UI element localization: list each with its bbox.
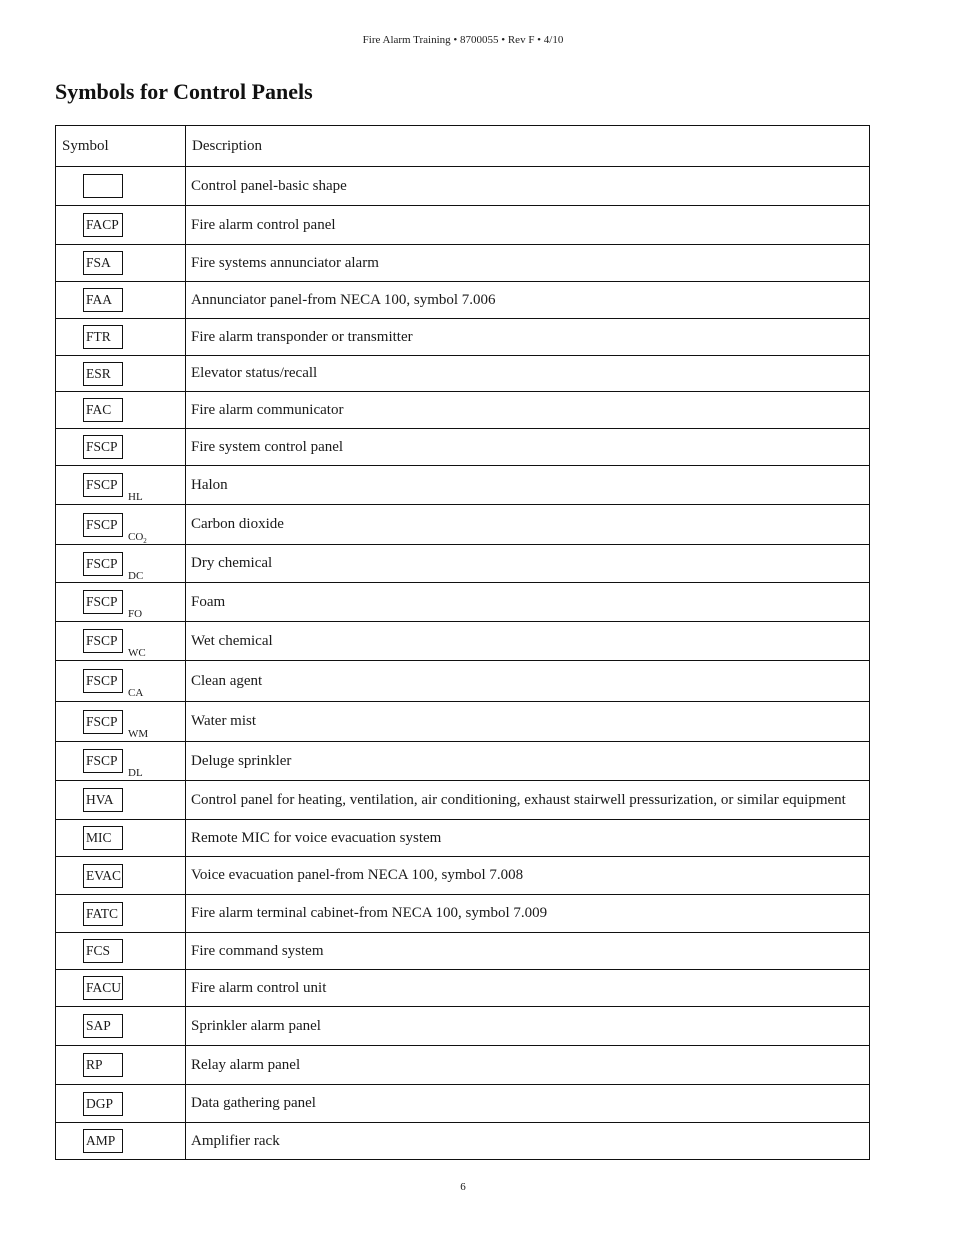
table-row	[56, 1007, 870, 1046]
symbol-code: FCS	[86, 943, 111, 958]
symbol-cell	[56, 1046, 186, 1085]
agent-subscript	[128, 647, 146, 659]
symbol-code: ESR	[86, 365, 111, 381]
panel-symbol-box	[83, 629, 123, 653]
table-row	[56, 742, 870, 781]
description-cell: Sprinkler alarm panel	[186, 1007, 870, 1046]
description-cell: Fire systems annunciator alarm	[186, 245, 870, 282]
symbol-code: DGP	[86, 1095, 114, 1111]
table-row	[56, 702, 870, 742]
agent-subscript-text: WC	[128, 647, 146, 659]
panel-symbol-box	[83, 435, 123, 459]
symbol-cell	[56, 702, 186, 742]
panel-symbol-box	[83, 325, 123, 349]
symbol-cell	[56, 466, 186, 505]
symbol-cell	[56, 622, 186, 661]
panel-symbol-box	[83, 939, 123, 963]
panel-symbol-box	[83, 398, 123, 422]
agent-subscript	[128, 608, 142, 620]
table-row	[56, 167, 870, 206]
symbol-code: FSA	[86, 255, 111, 270]
agent-subscript	[128, 767, 143, 779]
symbol-code: SAP	[86, 1018, 111, 1033]
description-cell: Relay alarm panel	[186, 1046, 870, 1085]
table-row	[56, 429, 870, 466]
panel-symbol-box	[83, 1092, 123, 1116]
symbols-table	[55, 125, 870, 1160]
agent-subscript	[128, 728, 148, 740]
description-cell: Voice evacuation panel-from NECA 100, symbol 7.008	[186, 857, 870, 895]
symbol-code: AMP	[86, 1133, 116, 1148]
description-cell: Amplifier rack	[186, 1123, 870, 1160]
table-row	[56, 282, 870, 319]
agent-subscript-index: 2	[143, 536, 147, 545]
table-row	[56, 545, 870, 583]
table-row	[56, 466, 870, 505]
panel-symbol-box	[83, 826, 123, 850]
table-row	[56, 933, 870, 970]
description-cell: Water mist	[186, 702, 870, 742]
description-cell: Fire command system	[186, 933, 870, 970]
symbol-cell	[56, 1123, 186, 1160]
table-row	[56, 319, 870, 356]
panel-symbol-box	[83, 902, 123, 926]
table-body	[56, 167, 870, 1160]
symbol-code: FSCP	[86, 439, 118, 454]
table-row	[56, 356, 870, 392]
symbol-code: FSCP	[86, 477, 118, 492]
symbol-code: FSCP	[86, 753, 118, 768]
symbol-cell	[56, 167, 186, 206]
description-column-header: Description	[186, 126, 870, 167]
description-cell: Annunciator panel-from NECA 100, symbol 7.006	[186, 282, 870, 319]
description-cell: Fire alarm terminal cabinet-from NECA 100, symbol 7.009	[186, 895, 870, 933]
table-row	[56, 661, 870, 702]
table-row	[56, 857, 870, 895]
symbol-cell	[56, 1085, 186, 1123]
panel-symbol-box	[83, 362, 123, 386]
table-row	[56, 245, 870, 282]
description-cell: Clean agent	[186, 661, 870, 702]
table-row	[56, 583, 870, 622]
panel-symbol-box	[83, 251, 123, 275]
symbol-cell	[56, 429, 186, 466]
agent-subscript-text: FO	[128, 608, 143, 620]
agent-subscript-text: DC	[128, 569, 144, 582]
table-row	[56, 1046, 870, 1085]
agent-subscript	[128, 531, 147, 545]
symbol-cell	[56, 1007, 186, 1046]
symbol-cell	[56, 245, 186, 282]
symbol-column-header: Symbol	[56, 126, 186, 167]
symbol-cell	[56, 742, 186, 781]
panel-symbol-box	[83, 669, 123, 693]
table-row	[56, 505, 870, 545]
table-row	[56, 820, 870, 857]
symbol-cell	[56, 319, 186, 356]
symbol-cell	[56, 781, 186, 820]
symbol-code: FSCP	[86, 673, 118, 688]
symbol-cell	[56, 583, 186, 622]
symbol-cell	[56, 933, 186, 970]
symbol-code: FAC	[86, 402, 112, 417]
symbol-code: FSCP	[86, 633, 118, 648]
symbol-cell	[56, 206, 186, 245]
table-row	[56, 206, 870, 245]
symbol-code: FSCP	[86, 594, 118, 609]
description-cell: Fire alarm communicator	[186, 392, 870, 429]
description-cell: Carbon dioxide	[186, 505, 870, 545]
symbol-cell	[56, 661, 186, 702]
symbol-cell	[56, 857, 186, 895]
symbol-code: RP	[86, 1057, 103, 1072]
table-row	[56, 392, 870, 429]
panel-symbol-box	[83, 213, 123, 237]
panel-symbol-box	[83, 976, 123, 1000]
table-header-row	[56, 126, 870, 167]
panel-symbol-box	[83, 552, 123, 576]
agent-subscript	[128, 491, 143, 503]
table-row	[56, 1085, 870, 1123]
symbol-code: FSCP	[86, 516, 118, 532]
symbol-code: FTR	[86, 329, 111, 344]
symbol-cell	[56, 895, 186, 933]
description-cell: Dry chemical	[186, 545, 870, 583]
symbol-code: HVA	[86, 792, 114, 807]
symbol-code: FSCP	[86, 713, 118, 729]
symbol-code: FACP	[86, 217, 119, 232]
page-number: 6	[460, 1181, 466, 1193]
description-cell: Halon	[186, 466, 870, 505]
symbol-code: FATC	[86, 905, 119, 921]
panel-symbol-box	[83, 749, 123, 773]
description-cell: Fire alarm transponder or transmitter	[186, 319, 870, 356]
symbol-cell	[56, 545, 186, 583]
description-cell: Wet chemical	[186, 622, 870, 661]
panel-symbol-box	[83, 174, 123, 198]
panel-symbol-box	[83, 710, 123, 734]
panel-symbol-box	[83, 788, 123, 812]
symbol-cell	[56, 356, 186, 392]
table-row	[56, 781, 870, 820]
panel-symbol-box	[83, 473, 123, 497]
panel-symbol-box	[83, 1053, 123, 1077]
table-row	[56, 1123, 870, 1160]
symbol-cell	[56, 820, 186, 857]
table-row	[56, 970, 870, 1007]
panel-symbol-box	[83, 590, 123, 614]
agent-subscript	[128, 570, 143, 582]
symbol-code: FSCP	[86, 555, 118, 571]
description-cell: Foam	[186, 583, 870, 622]
description-cell: Elevator status/recall	[186, 356, 870, 392]
description-cell: Control panel for heating, ventilation, air conditioning, exhaust stairwell pressurization, or similar equipment	[186, 781, 870, 820]
panel-symbol-box	[83, 864, 123, 888]
agent-subscript	[128, 687, 143, 699]
panel-symbol-box	[83, 513, 123, 537]
agent-subscript-text: DL	[128, 767, 143, 779]
symbol-cell	[56, 505, 186, 545]
table-row	[56, 622, 870, 661]
panel-symbol-box	[83, 1129, 123, 1153]
description-cell: Remote MIC for voice evacuation system	[186, 820, 870, 857]
symbol-cell	[56, 970, 186, 1007]
agent-subscript-text: CA	[128, 687, 144, 699]
symbol-code: EVAC	[86, 867, 122, 883]
description-cell: Deluge sprinkler	[186, 742, 870, 781]
symbol-code: MIC	[86, 830, 112, 845]
symbol-code: FACU	[86, 980, 122, 995]
panel-symbol-box	[83, 288, 123, 312]
description-cell: Data gathering panel	[186, 1085, 870, 1123]
agent-subscript-text: HL	[128, 491, 143, 503]
description-cell: Fire alarm control panel	[186, 206, 870, 245]
symbol-cell	[56, 392, 186, 429]
agent-subscript-text: CO	[128, 530, 144, 543]
description-cell: Fire system control panel	[186, 429, 870, 466]
symbol-code: FAA	[86, 292, 113, 307]
description-cell: Control panel-basic shape	[186, 167, 870, 206]
symbol-cell	[56, 282, 186, 319]
panel-symbol-box	[83, 1014, 123, 1038]
table-row	[56, 895, 870, 933]
agent-subscript-text: WM	[128, 727, 149, 740]
page-header: Fire Alarm Training • 8700055 • Rev F • 4/10	[362, 34, 564, 46]
page-title: Symbols for Control Panels	[55, 79, 313, 104]
description-cell: Fire alarm control unit	[186, 970, 870, 1007]
